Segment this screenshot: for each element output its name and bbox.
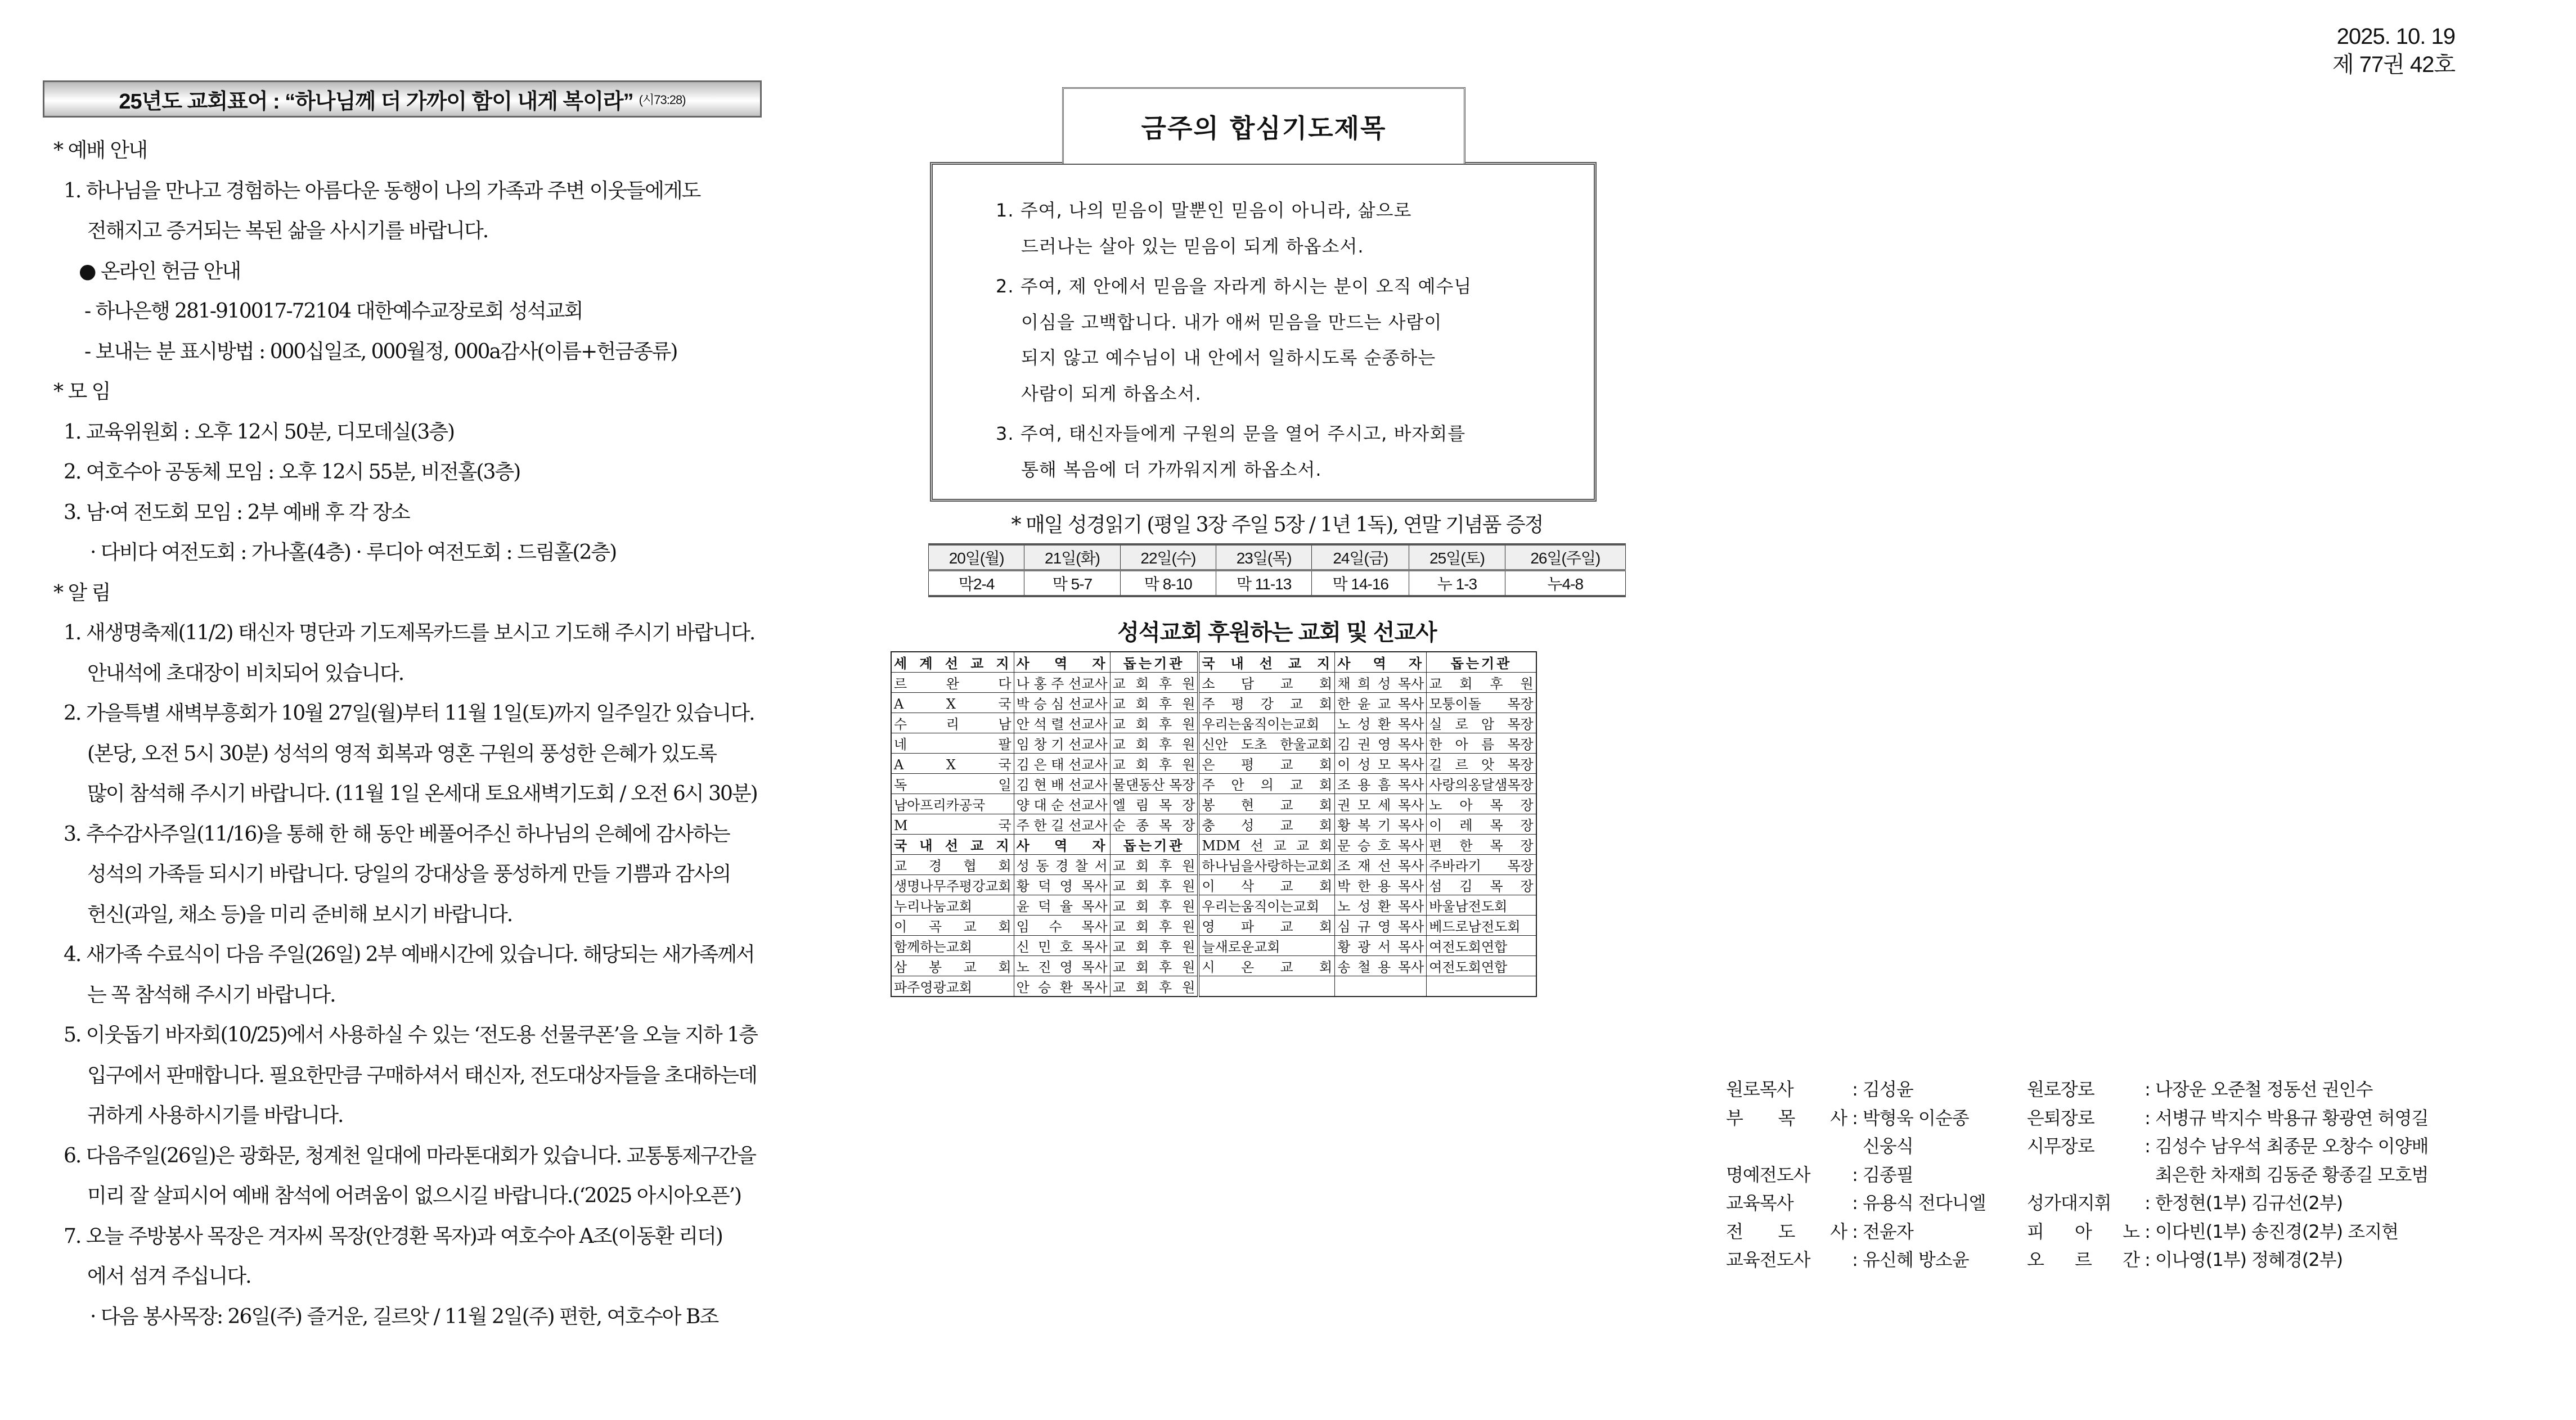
staff-row — [1726, 1189, 2428, 1218]
support-row — [891, 673, 1536, 693]
announcement-line: 미리 잘 살피시어 예배 참석에 어려움이 없으시길 바랍니다.(‘2025 아시아오픈’) — [87, 1184, 741, 1207]
support-cell: 교 회 후 원 — [1110, 855, 1198, 875]
prayer-line: 되지 않고 예수님이 내 안에서 일하시도록 순종하는 — [1021, 347, 1436, 368]
announcement-line: 에서 섬겨 주십니다. — [87, 1265, 251, 1288]
motto-text: 25년도 교회표어 : “하나님께 더 가까이 함이 내게 복이라” — [119, 89, 633, 114]
staff-names: 서병규 박지수 박용규 황광연 허영길 — [2155, 1107, 2429, 1129]
bible-reading-cell: 막 11-13 — [1216, 570, 1311, 596]
prayer-box — [930, 162, 1597, 502]
announcement-line: 성석의 가족들 되시기 바랍니다. 당일의 강대상을 풍성하게 만들 기쁨과 감사의 — [87, 863, 731, 886]
support-cell: 안 승 환 목사 — [1014, 976, 1110, 997]
bible-reading-cell: 누4-8 — [1505, 570, 1625, 596]
announcement-line: 1. 하나님을 만나고 경험하는 아름다운 동행이 나의 가족과 주변 이웃들에게도 — [64, 179, 700, 202]
staff-row — [1726, 1218, 2428, 1246]
support-cell: 베드로남전도회 — [1427, 916, 1536, 936]
motto-reference: (시73:28) — [639, 92, 686, 107]
colon-separator: : — [1852, 1192, 1858, 1214]
announcement-line: 7. 오늘 주방봉사 목장은 겨자씨 목장(안경환 목자)과 여호수아 A조(이동환 리더) — [64, 1224, 722, 1248]
bible-day-cell: 25일(토) — [1409, 544, 1505, 570]
support-cell: M 국 — [891, 814, 1014, 835]
support-cell: 신안 도초 한울교회 — [1198, 733, 1334, 754]
announcement-line: 6. 다음주일(26일)은 광화문, 청계천 일대에 마라톤대회가 있습니다. 교통통제구간을 — [64, 1144, 756, 1167]
prayer-line: 1. 주여, 나의 믿음이 말뿐인 믿음이 아니라, 삶으로 — [996, 200, 1412, 221]
support-cell: 섬 김 목 장 — [1427, 875, 1536, 895]
support-cell — [1427, 976, 1536, 997]
prayer-title: 금주의 합심기도제목 — [1062, 87, 1465, 164]
support-cell: 실 로 암 목장 — [1427, 713, 1536, 733]
support-cell: 양 대 순 선교사 — [1014, 794, 1110, 814]
support-cell: 교 경 협 회 — [891, 855, 1014, 875]
support-cell: 생명나무주평강교회 — [891, 875, 1014, 895]
support-cell: 교 회 후 원 — [1110, 754, 1198, 774]
announcements-column — [53, 130, 802, 1337]
support-cell: 임 창 기 선교사 — [1014, 733, 1110, 754]
bible-day-cell: 21일(화) — [1024, 544, 1120, 570]
support-cell: 우리는움직이는교회 — [1198, 713, 1334, 733]
support-cell: 송 철 용 목사 — [1335, 956, 1427, 976]
support-cell: 성 동 경 찰 서 — [1014, 855, 1110, 875]
support-cell: 임 수 목사 — [1014, 916, 1110, 936]
support-header-cell: 돕는기관 — [1110, 652, 1198, 673]
staff-role: 전 도 사 — [1726, 1220, 1847, 1242]
support-cell: 하나님을사랑하는교회 — [1198, 855, 1334, 875]
support-header-row — [891, 652, 1536, 673]
colon-separator: : — [1852, 1220, 1858, 1242]
colon-separator — [2139, 1161, 2155, 1189]
colon-separator: : — [2145, 1220, 2150, 1242]
support-cell: 남아프리카공국 — [891, 794, 1014, 814]
prayer-line: 2. 주여, 제 안에서 믿음을 자라게 하시는 분이 오직 예수님 — [996, 276, 1472, 297]
issue-number: 제 77권 42호 — [2332, 52, 2455, 77]
support-cell: 편 한 목 장 — [1427, 835, 1536, 855]
support-cell: 르 완 다 — [891, 673, 1014, 693]
support-cell: 수 리 남 — [891, 713, 1014, 733]
bible-days-row — [929, 544, 1626, 570]
announcement-line: · 다비다 여전도회 : 가나홀(4층) · 루디아 여전도회 : 드림홀(2층) — [90, 541, 617, 564]
staff-role: 원로목사 — [1726, 1079, 1793, 1100]
announcement-line: 안내석에 초대장이 비치되어 있습니다. — [87, 661, 404, 685]
support-cell: 주바라기 목장 — [1427, 855, 1536, 875]
support-cell: 늘새로운교회 — [1198, 936, 1334, 956]
support-cell: 황 덕 영 목사 — [1014, 875, 1110, 895]
support-cell: 신 민 호 목사 — [1014, 936, 1110, 956]
support-cell: 김 권 영 목사 — [1335, 733, 1427, 754]
prayer-line: 이심을 고백합니다. 내가 애써 믿음을 만드는 사람이 — [1021, 311, 1442, 333]
support-cell: 박 한 용 목사 — [1335, 875, 1427, 895]
bible-reading-cell: 누 1-3 — [1409, 570, 1505, 596]
support-header-cell: 사 역 자 — [1335, 652, 1427, 673]
support-row — [891, 794, 1536, 814]
announcement-line: - 보내는 분 표시방법 : 000십일조, 000월정, 000a감사(이름+헌금종류) — [84, 340, 677, 363]
staff-names: 유용식 전다니엘 — [1863, 1192, 1986, 1214]
support-cell: 바울남전도회 — [1427, 895, 1536, 916]
prayer-list — [996, 193, 1472, 488]
colon-separator: : — [1852, 1249, 1858, 1270]
bible-reading-cell: 막 14-16 — [1312, 570, 1409, 596]
support-cell: 노 아 목 장 — [1427, 794, 1536, 814]
support-row — [891, 693, 1536, 713]
support-cell: A X 국 — [891, 693, 1014, 713]
colon-separator — [1847, 1132, 1863, 1161]
support-cell: 윤 덕 율 목사 — [1014, 895, 1110, 916]
support-cell: 교 회 후 원 — [1427, 673, 1536, 693]
staff-role: 오 르 간 — [2027, 1249, 2139, 1270]
support-cell — [1335, 976, 1427, 997]
support-cell: 김 현 배 선교사 — [1014, 774, 1110, 794]
announcement-line: 많이 참석해 주시기 바랍니다. (11월 1일 온세대 토요새벽기도회 / 오전 6시 30분) — [87, 782, 757, 805]
announcement-line: 입구에서 판매합니다. 필요한만큼 구매하셔서 태신자, 전도대상자들을 초대하는데 — [87, 1063, 757, 1087]
staff-row — [1726, 1161, 2428, 1189]
support-header-cell: 사 역 자 — [1014, 652, 1110, 673]
announcement-line: 2. 여호수아 공동체 모임 : 오후 12시 55분, 비전홀(3층) — [64, 461, 520, 484]
support-cell: 안 석 렬 선교사 — [1014, 713, 1110, 733]
support-cell: 누리나눔교회 — [891, 895, 1014, 916]
support-row — [891, 733, 1536, 754]
support-cell: 김 은 태 선교사 — [1014, 754, 1110, 774]
announcement-line: (본당, 오전 5시 30분) 성석의 영적 회복과 영혼 구원의 풍성한 은혜가 있도록 — [87, 742, 716, 765]
colon-separator: : — [1852, 1079, 1858, 1100]
support-cell: 파주영광교회 — [891, 976, 1014, 997]
support-cell: 시 온 교 회 — [1198, 956, 1334, 976]
support-cell: 함께하는교회 — [891, 936, 1014, 956]
announcement-line: 는 꼭 참석해 주시기 바랍니다. — [87, 983, 335, 1007]
support-cell: 네 팔 — [891, 733, 1014, 754]
support-cell: 권 모 세 목사 — [1335, 794, 1427, 814]
announcement-line: 헌신(과일, 채소 등)을 미리 준비해 보시기 바랍니다. — [87, 903, 512, 926]
staff-role: 성가대지휘 — [2027, 1192, 2111, 1214]
staff-row — [1726, 1132, 2428, 1161]
staff-role: 은퇴장로 — [2027, 1107, 2094, 1129]
support-cell: 여전도회연합 — [1427, 936, 1536, 956]
staff-names: 김성수 남우석 최종문 오창수 이양배 — [2155, 1135, 2429, 1157]
announcement-line: 전해지고 증거되는 복된 삶을 사시기를 바랍니다. — [87, 219, 488, 242]
support-cell: 조 재 선 목사 — [1335, 855, 1427, 875]
support-row — [891, 936, 1536, 956]
prayer-line: 3. 주여, 태신자들에게 구원의 문을 열어 주시고, 바자회를 — [996, 423, 1466, 444]
colon-separator: : — [2145, 1249, 2150, 1270]
support-cell: 길 르 앗 목장 — [1427, 754, 1536, 774]
bible-reading-cell: 막 5-7 — [1024, 570, 1120, 596]
staff-role: 원로장로 — [2027, 1079, 2094, 1100]
announcement-line: · 다음 봉사목장: 26일(주) 즐거운, 길르앗 / 11월 2일(주) 편한, 여호수아 B조 — [90, 1305, 718, 1328]
support-cell: 교 회 후 원 — [1110, 936, 1198, 956]
support-row — [891, 916, 1536, 936]
issue-info — [2332, 22, 2455, 79]
prayer-line: 드러나는 살아 있는 믿음이 되게 하옵소서. — [1021, 235, 1364, 257]
announcement-line: 4. 새가족 수료식이 다음 주일(26일) 2부 예배시간에 있습니다. 해당되는 새가족께서 — [64, 943, 754, 966]
announcement-line: 5. 이웃돕기 바자회(10/25)에서 사용하실 수 있는 ‘전도용 선물쿠폰’을 오늘 지하 1층 — [64, 1024, 757, 1047]
support-table — [891, 651, 1537, 997]
support-cell: 교 회 후 원 — [1110, 895, 1198, 916]
support-cell: 한 윤 교 목사 — [1335, 693, 1427, 713]
staff-role — [2027, 1161, 2139, 1189]
support-cell: 채 희 성 목사 — [1335, 673, 1427, 693]
staff-row — [1726, 1075, 2428, 1104]
bible-day-cell: 26일(주일) — [1505, 544, 1625, 570]
support-cell: 황 복 기 목사 — [1335, 814, 1427, 835]
support-cell: 문 승 호 목사 — [1335, 835, 1427, 855]
staff-row — [1726, 1246, 2428, 1274]
support-cell: 엘 림 목 장 — [1110, 794, 1198, 814]
announcement-line: 3. 추수감사주일(11/16)을 통해 한 해 동안 베풀어주신 하나님의 은혜에 감사하는 — [64, 822, 730, 846]
support-cell: 봉 현 교 회 — [1198, 794, 1334, 814]
bible-day-cell: 23일(목) — [1216, 544, 1311, 570]
support-cell: 우리는움직이는교회 — [1198, 895, 1334, 916]
announcement-line: 1. 새생명축제(11/2) 태신자 명단과 기도제목카드를 보시고 기도해 주시기 바랍니다. — [64, 621, 755, 644]
support-cell: 삼 봉 교 회 — [891, 956, 1014, 976]
support-cell: 주 평 강 교 회 — [1198, 693, 1334, 713]
announcement-line: - 하나은행 281-910017-72104 대한예수교장로회 성석교회 — [84, 300, 583, 323]
staff-names: 신웅식 — [1863, 1135, 1913, 1157]
staff-names: 유신혜 방소윤 — [1863, 1249, 1969, 1270]
support-title: 성석교회 후원하는 교회 및 선교사 — [1117, 620, 1437, 645]
support-cell: 충 성 교 회 — [1198, 814, 1334, 835]
support-cell: 이 곡 교 회 — [891, 916, 1014, 936]
support-cell: 교 회 후 원 — [1110, 976, 1198, 997]
bible-reading-note: * 매일 성경읽기 (평일 3장 주일 5장 / 1년 1독), 연말 기념품 증정 — [1011, 513, 1543, 537]
bible-day-cell: 22일(수) — [1120, 544, 1216, 570]
staff-role: 시무장로 — [2027, 1135, 2094, 1157]
staff-names: 전윤자 — [1863, 1220, 1913, 1242]
announcement-line: 2. 가을특별 새벽부흥회가 10월 27일(월)부터 11월 1일(토)까지 일주일간 있습니다. — [64, 702, 754, 725]
support-cell: 노 진 영 목사 — [1014, 956, 1110, 976]
support-header-cell: 돕는기관 — [1110, 835, 1198, 855]
support-cell: 교 회 후 원 — [1110, 733, 1198, 754]
bible-day-cell: 24일(금) — [1312, 544, 1409, 570]
support-row — [891, 754, 1536, 774]
support-cell: 독 일 — [891, 774, 1014, 794]
colon-separator: : — [2145, 1192, 2150, 1214]
staff-role: 교육전도사 — [1726, 1249, 1810, 1270]
support-cell: 모퉁이돌 목장 — [1427, 693, 1536, 713]
support-cell: 조 용 흠 목사 — [1335, 774, 1427, 794]
support-row — [891, 855, 1536, 875]
bible-reading-cell: 막 8-10 — [1120, 570, 1216, 596]
staff-names: 김종필 — [1863, 1164, 1913, 1185]
support-header-cell: 돕는기관 — [1427, 652, 1536, 673]
issue-date: 2025. 10. 19 — [2336, 24, 2455, 49]
colon-separator: : — [2145, 1079, 2150, 1100]
support-cell: 은 평 교 회 — [1198, 754, 1334, 774]
support-cell: 소 담 교 회 — [1198, 673, 1334, 693]
support-cell: 교 회 후 원 — [1110, 956, 1198, 976]
support-cell: MDM 선 교 교 회 — [1198, 835, 1334, 855]
support-cell: 교 회 후 원 — [1110, 875, 1198, 895]
support-header-cell: 사 역 자 — [1014, 835, 1110, 855]
support-cell — [1198, 976, 1334, 997]
staff-names: 나장운 오준철 정동선 권인수 — [2155, 1079, 2373, 1100]
announcement-line: 귀하게 사용하시기를 바랍니다. — [87, 1104, 343, 1127]
support-cell: 사랑의옹달샘목장 — [1427, 774, 1536, 794]
support-cell: 노 성 환 목사 — [1335, 713, 1427, 733]
staff-list — [1726, 1075, 2428, 1274]
colon-separator: : — [2145, 1135, 2150, 1157]
support-row — [891, 895, 1536, 916]
bible-readings-row — [929, 570, 1626, 596]
bible-day-cell: 20일(월) — [929, 544, 1024, 570]
bible-reading-cell: 막2-4 — [929, 570, 1024, 596]
section-heading: * 예배 안내 — [53, 139, 147, 162]
support-row — [891, 713, 1536, 733]
bible-reading-table — [928, 543, 1626, 597]
support-cell: 주 한 길 선교사 — [1014, 814, 1110, 835]
section-heading: * 알 림 — [53, 581, 110, 605]
support-header-cell: 국 내 선 교 지 — [891, 835, 1014, 855]
support-cell: 심 규 영 목사 — [1335, 916, 1427, 936]
support-cell: 박 승 심 선교사 — [1014, 693, 1110, 713]
support-cell: 교 회 후 원 — [1110, 673, 1198, 693]
staff-role: 부 목 사 — [1726, 1107, 1847, 1129]
support-cell: 주 안 의 교 회 — [1198, 774, 1334, 794]
support-cell: 순 종 목 장 — [1110, 814, 1198, 835]
staff-names: 이다빈(1부) 송진경(2부) 조지현 — [2155, 1220, 2399, 1242]
staff-role — [1726, 1132, 1847, 1161]
support-cell: A X 국 — [891, 754, 1014, 774]
staff-names: 최은한 차재희 김동준 황종길 모호범 — [2155, 1164, 2429, 1185]
church-motto-banner — [43, 80, 762, 118]
colon-separator: : — [1852, 1164, 1858, 1185]
support-cell: 한 아 름 목장 — [1427, 733, 1536, 754]
section-heading: * 모 임 — [53, 380, 110, 403]
support-row — [891, 774, 1536, 794]
staff-names: 한정현(1부) 김규선(2부) — [2155, 1192, 2343, 1214]
support-row — [891, 814, 1536, 835]
support-cell: 여전도회연합 — [1427, 956, 1536, 976]
support-row — [891, 835, 1536, 855]
support-cell: 물댄동산 목장 — [1110, 774, 1198, 794]
support-row — [891, 875, 1536, 895]
support-cell: 이 삭 교 회 — [1198, 875, 1334, 895]
support-cell: 교 회 후 원 — [1110, 916, 1198, 936]
support-cell: 교 회 후 원 — [1110, 693, 1198, 713]
staff-names: 이나영(1부) 정혜경(2부) — [2155, 1249, 2343, 1270]
staff-row — [1726, 1104, 2428, 1133]
colon-separator: : — [1852, 1107, 1858, 1129]
staff-role: 교육목사 — [1726, 1192, 1793, 1214]
support-cell: 교 회 후 원 — [1110, 713, 1198, 733]
support-cell: 이 성 모 목사 — [1335, 754, 1427, 774]
staff-role: 명예전도사 — [1726, 1164, 1810, 1185]
support-cell: 나 홍 주 선교사 — [1014, 673, 1110, 693]
staff-role: 피 아 노 — [2027, 1220, 2139, 1242]
support-row — [891, 956, 1536, 976]
prayer-line: 사람이 되게 하옵소서. — [1021, 382, 1202, 404]
prayer-line: 통해 복음에 더 가까워지게 하옵소서. — [1021, 458, 1322, 480]
support-row — [891, 976, 1536, 997]
support-cell: 황 광 서 목사 — [1335, 936, 1427, 956]
staff-names: 박형욱 이순종 — [1863, 1107, 1969, 1129]
support-cell: 노 성 환 목사 — [1335, 895, 1427, 916]
support-cell: 이 레 목 장 — [1427, 814, 1536, 835]
announcement-line: ● 온라인 헌금 안내 — [79, 259, 241, 283]
support-header-cell: 세 계 선 교 지 — [891, 652, 1014, 673]
support-header-cell: 국 내 선 교 지 — [1198, 652, 1334, 673]
staff-names: 김성윤 — [1863, 1079, 1913, 1100]
colon-separator: : — [2145, 1107, 2150, 1129]
announcement-line: 3. 남·여 전도회 모임 : 2부 예배 후 각 장소 — [64, 501, 410, 524]
support-cell: 영 파 교 회 — [1198, 916, 1334, 936]
announcement-line: 1. 교육위원회 : 오후 12시 50분, 디모데실(3층) — [64, 420, 455, 444]
